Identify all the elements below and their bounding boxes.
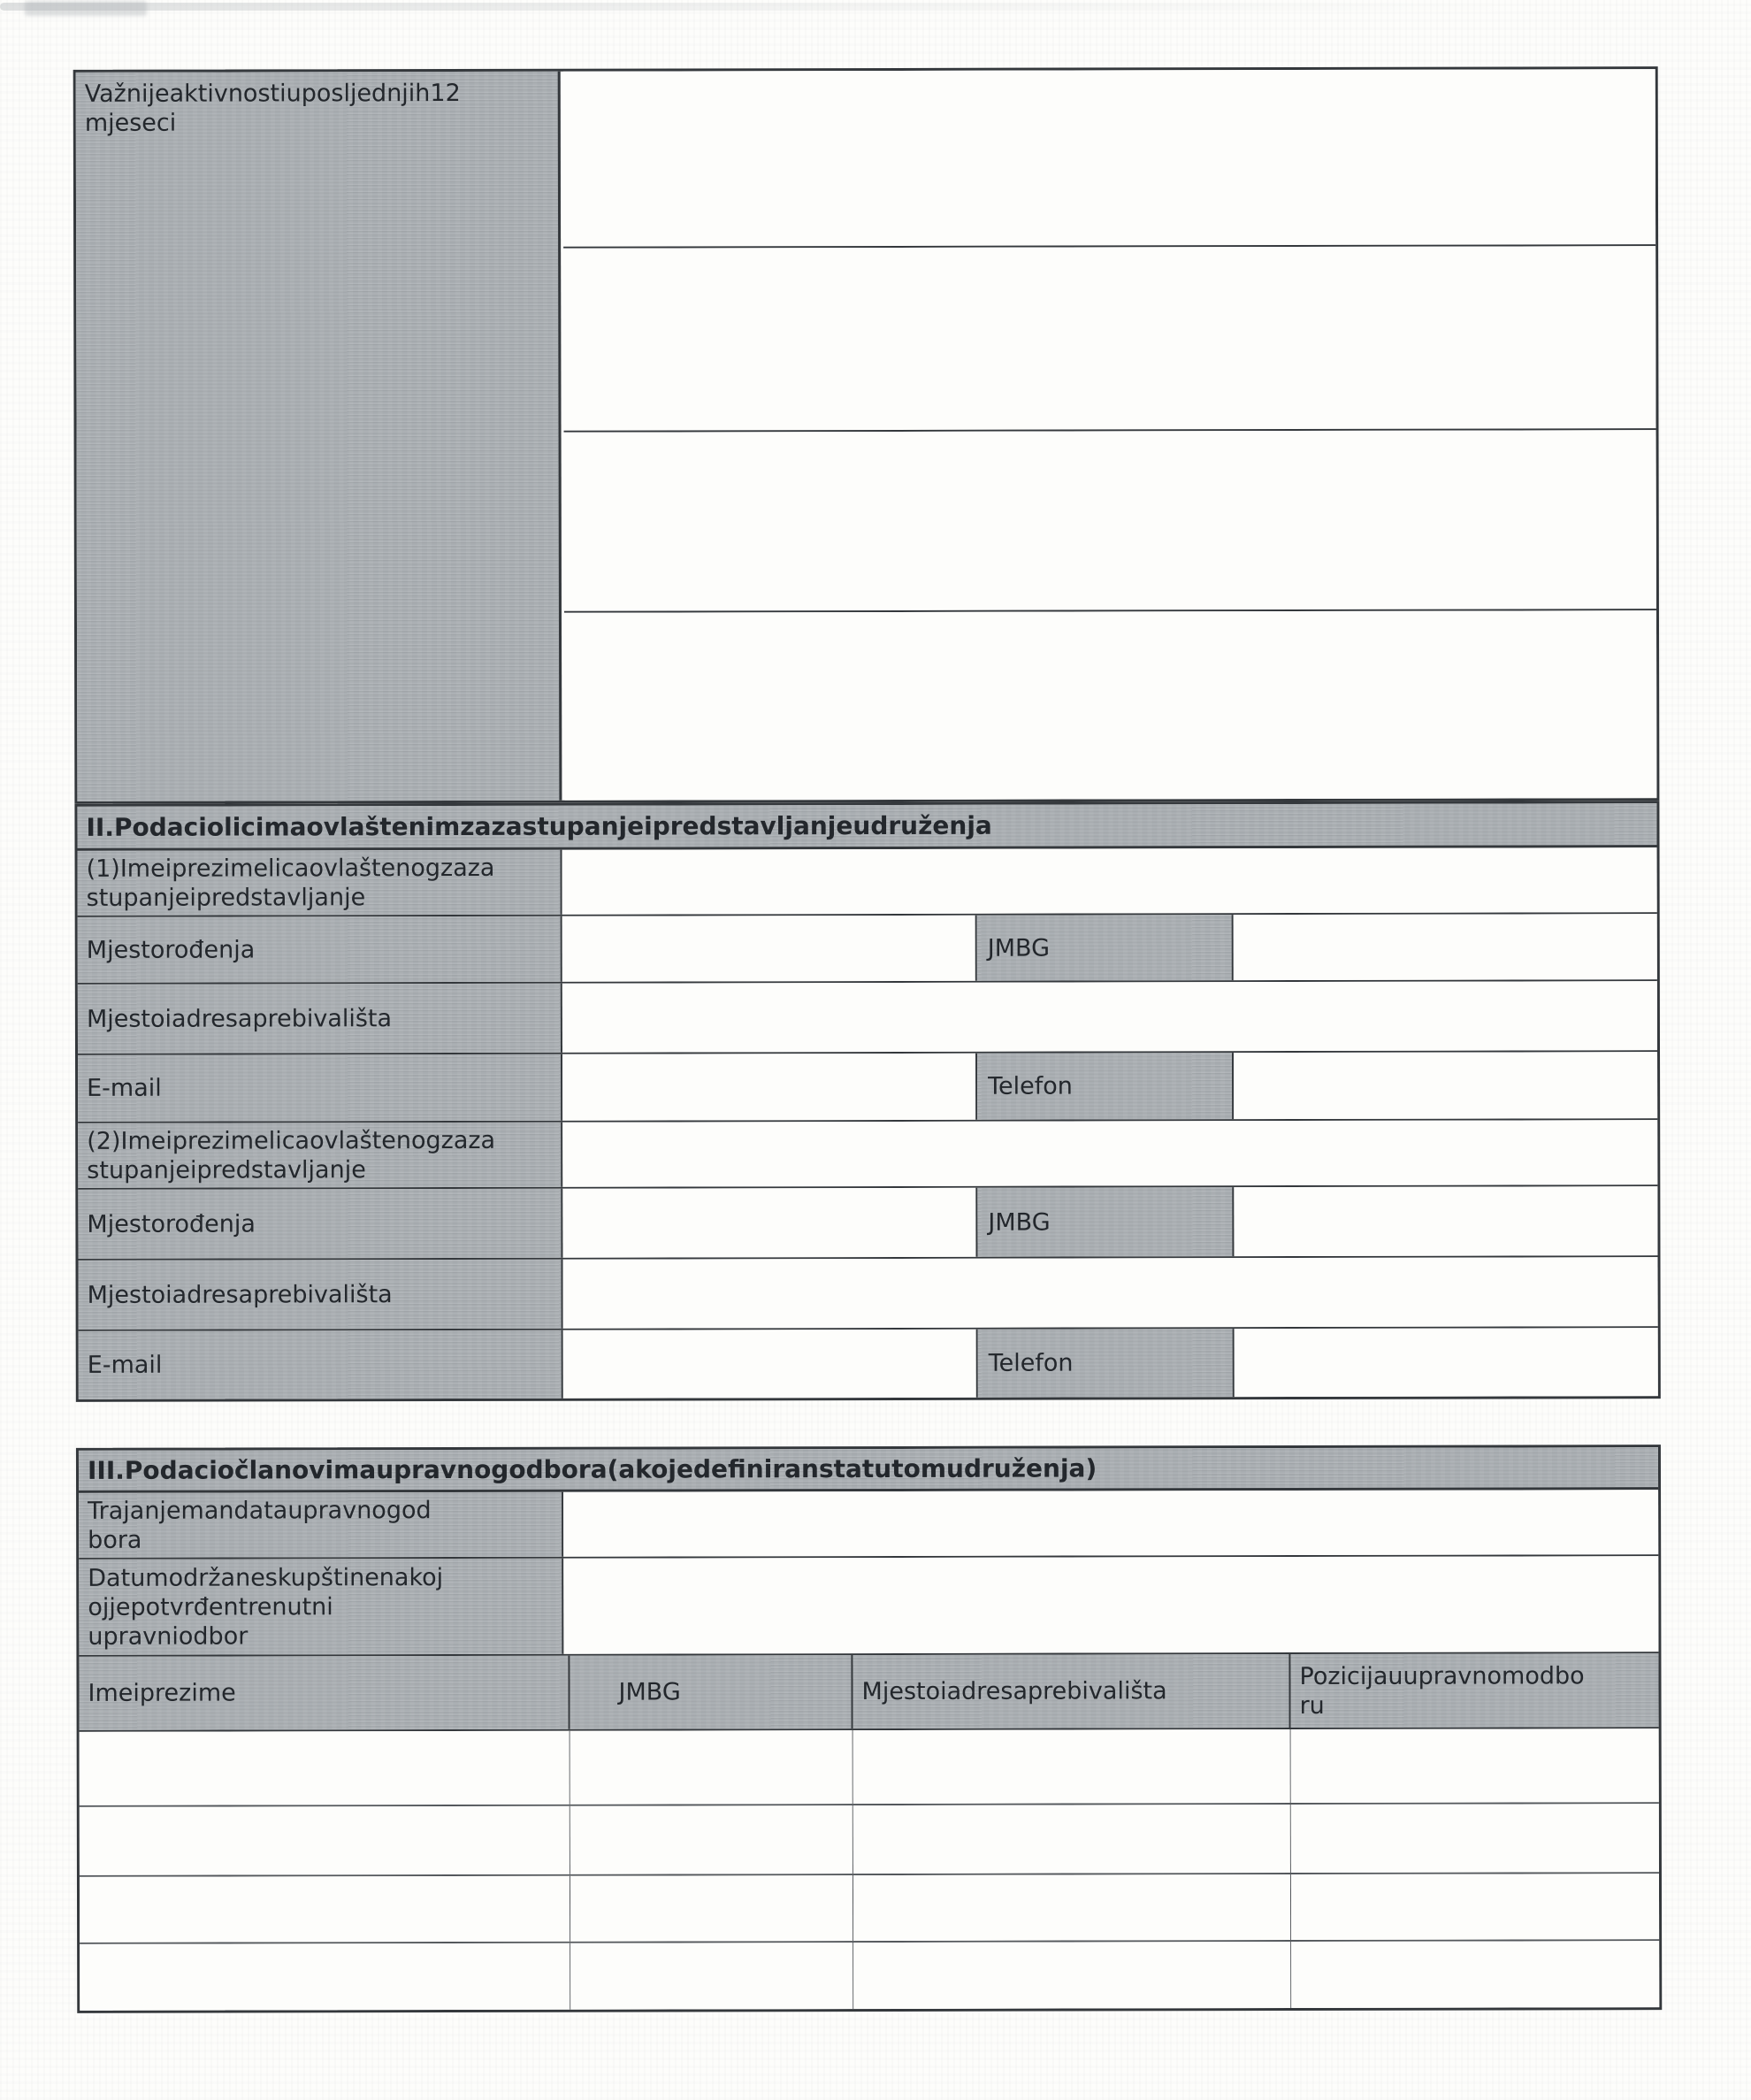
- row-trajanje-mandata: [79, 1490, 1658, 1560]
- datum-skupstine-value-cell: [563, 1556, 1658, 1654]
- board-columns-header: [79, 1653, 1658, 1732]
- col-header-jmbg-label: JMBG: [618, 1678, 681, 1706]
- trajanje-mandata-value-cell: [563, 1490, 1658, 1557]
- email-1-label-cell: [78, 1054, 562, 1122]
- board-empty-cell: [570, 1875, 853, 1942]
- mjesto-rodjenja-2-value-cell: [562, 1188, 977, 1258]
- row-mjesto-rodjenja-1: [78, 914, 1657, 985]
- telefon-2-label: Telefon: [988, 1349, 1074, 1377]
- col-header-pozicija-label: Pozicijauupravnomodbo ru: [1299, 1661, 1585, 1720]
- jmbg-2-label: JMBG: [988, 1208, 1051, 1237]
- ime-prezime-2-label-cell: [78, 1123, 562, 1188]
- table-board: [76, 1445, 1662, 2013]
- telefon-1-value-cell: [1234, 1052, 1657, 1119]
- ime-prezime-2-label: (2)Imeiprezimelicaovlaštenogzaza stupanjeipredstavljanje: [87, 1126, 496, 1184]
- row-ime-prezime-1: [78, 847, 1657, 917]
- col-header-jmbg: [570, 1655, 853, 1729]
- table-representatives: [74, 801, 1660, 1402]
- row-email-1: [78, 1052, 1657, 1123]
- board-empty-cell: [853, 1729, 1291, 1804]
- row-mjesto-rodjenja-2: [78, 1186, 1657, 1261]
- board-empty-cell: [1291, 1728, 1659, 1803]
- activities-value-rows: [563, 69, 1657, 801]
- jmbg-2-value-cell: [1234, 1186, 1657, 1256]
- row-ime-prezime-2: [78, 1120, 1657, 1190]
- col-header-pozicija: [1290, 1653, 1658, 1728]
- ime-prezime-1-label: (1)Imeiprezimelicaovlaštenogzaza stupanjeipredstavljanje: [86, 854, 495, 912]
- board-empty-cell: [80, 1731, 570, 1805]
- board-empty-cell: [570, 1730, 853, 1805]
- email-2-label-cell: [79, 1330, 563, 1399]
- board-empty-row-1: [80, 1728, 1659, 1807]
- jmbg-2-label-cell: [977, 1187, 1234, 1257]
- row-email-2: [79, 1328, 1658, 1399]
- mjesto-adresa-1-label-cell: [78, 984, 562, 1054]
- board-empty-row-2: [80, 1804, 1659, 1877]
- board-empty-cell: [853, 1942, 1291, 2009]
- section2-header-title: II.Podaciolicimaovlaštenimzazastupanjeipredstavljanjeudruženja: [86, 810, 992, 842]
- datum-skupstine-label: Datumodržaneskupštinenakoj ojjepotvrđentrenutni upravniodbor: [88, 1563, 444, 1651]
- activities-value-row-3: [564, 430, 1656, 613]
- trajanje-mandata-label-cell: [79, 1492, 563, 1558]
- email-1-label: E-mail: [87, 1074, 162, 1102]
- datum-skupstine-label-cell: [79, 1559, 563, 1655]
- ime-prezime-1-value-cell: [562, 847, 1657, 915]
- ime-prezime-1-label-cell: [78, 850, 562, 916]
- activities-value-row-1: [563, 69, 1655, 249]
- col-header-mjesto-adresa: [853, 1654, 1290, 1728]
- telefon-2-label-cell: [978, 1329, 1235, 1398]
- table-activities: [73, 66, 1660, 804]
- row-mjesto-adresa-2: [78, 1257, 1657, 1331]
- jmbg-1-value-cell: [1234, 914, 1657, 980]
- email-1-value-cell: [562, 1054, 977, 1121]
- col-header-ime-prezime-label: Imeiprezime: [88, 1679, 236, 1707]
- mjesto-rodjenja-1-label: Mjestorođenja: [86, 935, 256, 964]
- board-empty-cell: [853, 1874, 1291, 1941]
- mjesto-adresa-2-label: Mjestoiadresaprebivališta: [87, 1280, 393, 1309]
- activities-value-row-4: [564, 610, 1656, 801]
- trajanje-mandata-label: Trajanjemandataupravnogod bora: [88, 1496, 432, 1554]
- section2-header-bar: [77, 803, 1656, 851]
- email-2-label: E-mail: [87, 1351, 163, 1379]
- mjesto-rodjenja-1-label-cell: [78, 916, 562, 983]
- activities-value-row-2: [563, 246, 1655, 433]
- mjesto-rodjenja-1-value-cell: [562, 916, 977, 982]
- section3-header-bar: [79, 1447, 1658, 1493]
- mjesto-adresa-2-label-cell: [78, 1260, 562, 1330]
- mjesto-adresa-1-value-cell: [562, 981, 1657, 1053]
- activities-label: Važnijeaktivnostiuposljednjih12 mjeseci: [84, 79, 461, 137]
- mjesto-adresa-2-value-cell: [562, 1257, 1657, 1329]
- row-mjesto-adresa-1: [78, 981, 1657, 1055]
- board-empty-cell: [80, 1806, 570, 1875]
- mjesto-rodjenja-2-label: Mjestorođenja: [87, 1209, 256, 1238]
- col-header-mjesto-adresa-label: Mjestoiadresaprebivališta: [861, 1677, 1167, 1706]
- section3-header-title: III.Podaciočlanovimaupravnogodbora(akojedefiniranstatutomudruženja): [87, 1453, 1097, 1485]
- activities-label-cell: [76, 72, 562, 801]
- telefon-2-value-cell: [1235, 1328, 1658, 1397]
- board-empty-cell: [1291, 1941, 1659, 2008]
- board-empty-cell: [80, 1943, 570, 2011]
- board-empty-cell: [80, 1876, 570, 1943]
- telefon-1-label: Telefon: [988, 1072, 1073, 1100]
- board-empty-cell: [570, 1805, 853, 1874]
- col-header-ime-prezime: [79, 1656, 570, 1730]
- email-2-value-cell: [563, 1330, 978, 1399]
- board-empty-row-3: [80, 1874, 1659, 1944]
- jmbg-1-label: JMBG: [987, 934, 1051, 962]
- row-datum-skupstine: [79, 1556, 1658, 1657]
- telefon-1-label-cell: [977, 1053, 1234, 1120]
- ime-prezime-2-value-cell: [562, 1120, 1657, 1187]
- board-empty-cell: [853, 1805, 1291, 1874]
- board-empty-row-4: [80, 1941, 1659, 2011]
- board-empty-cell: [1291, 1804, 1659, 1873]
- board-empty-cell: [570, 1943, 853, 2010]
- board-empty-cell: [1291, 1874, 1659, 1940]
- jmbg-1-label-cell: [977, 915, 1234, 981]
- mjesto-rodjenja-2-label-cell: [78, 1189, 562, 1259]
- mjesto-adresa-1-label: Mjestoiadresaprebivališta: [86, 1004, 393, 1033]
